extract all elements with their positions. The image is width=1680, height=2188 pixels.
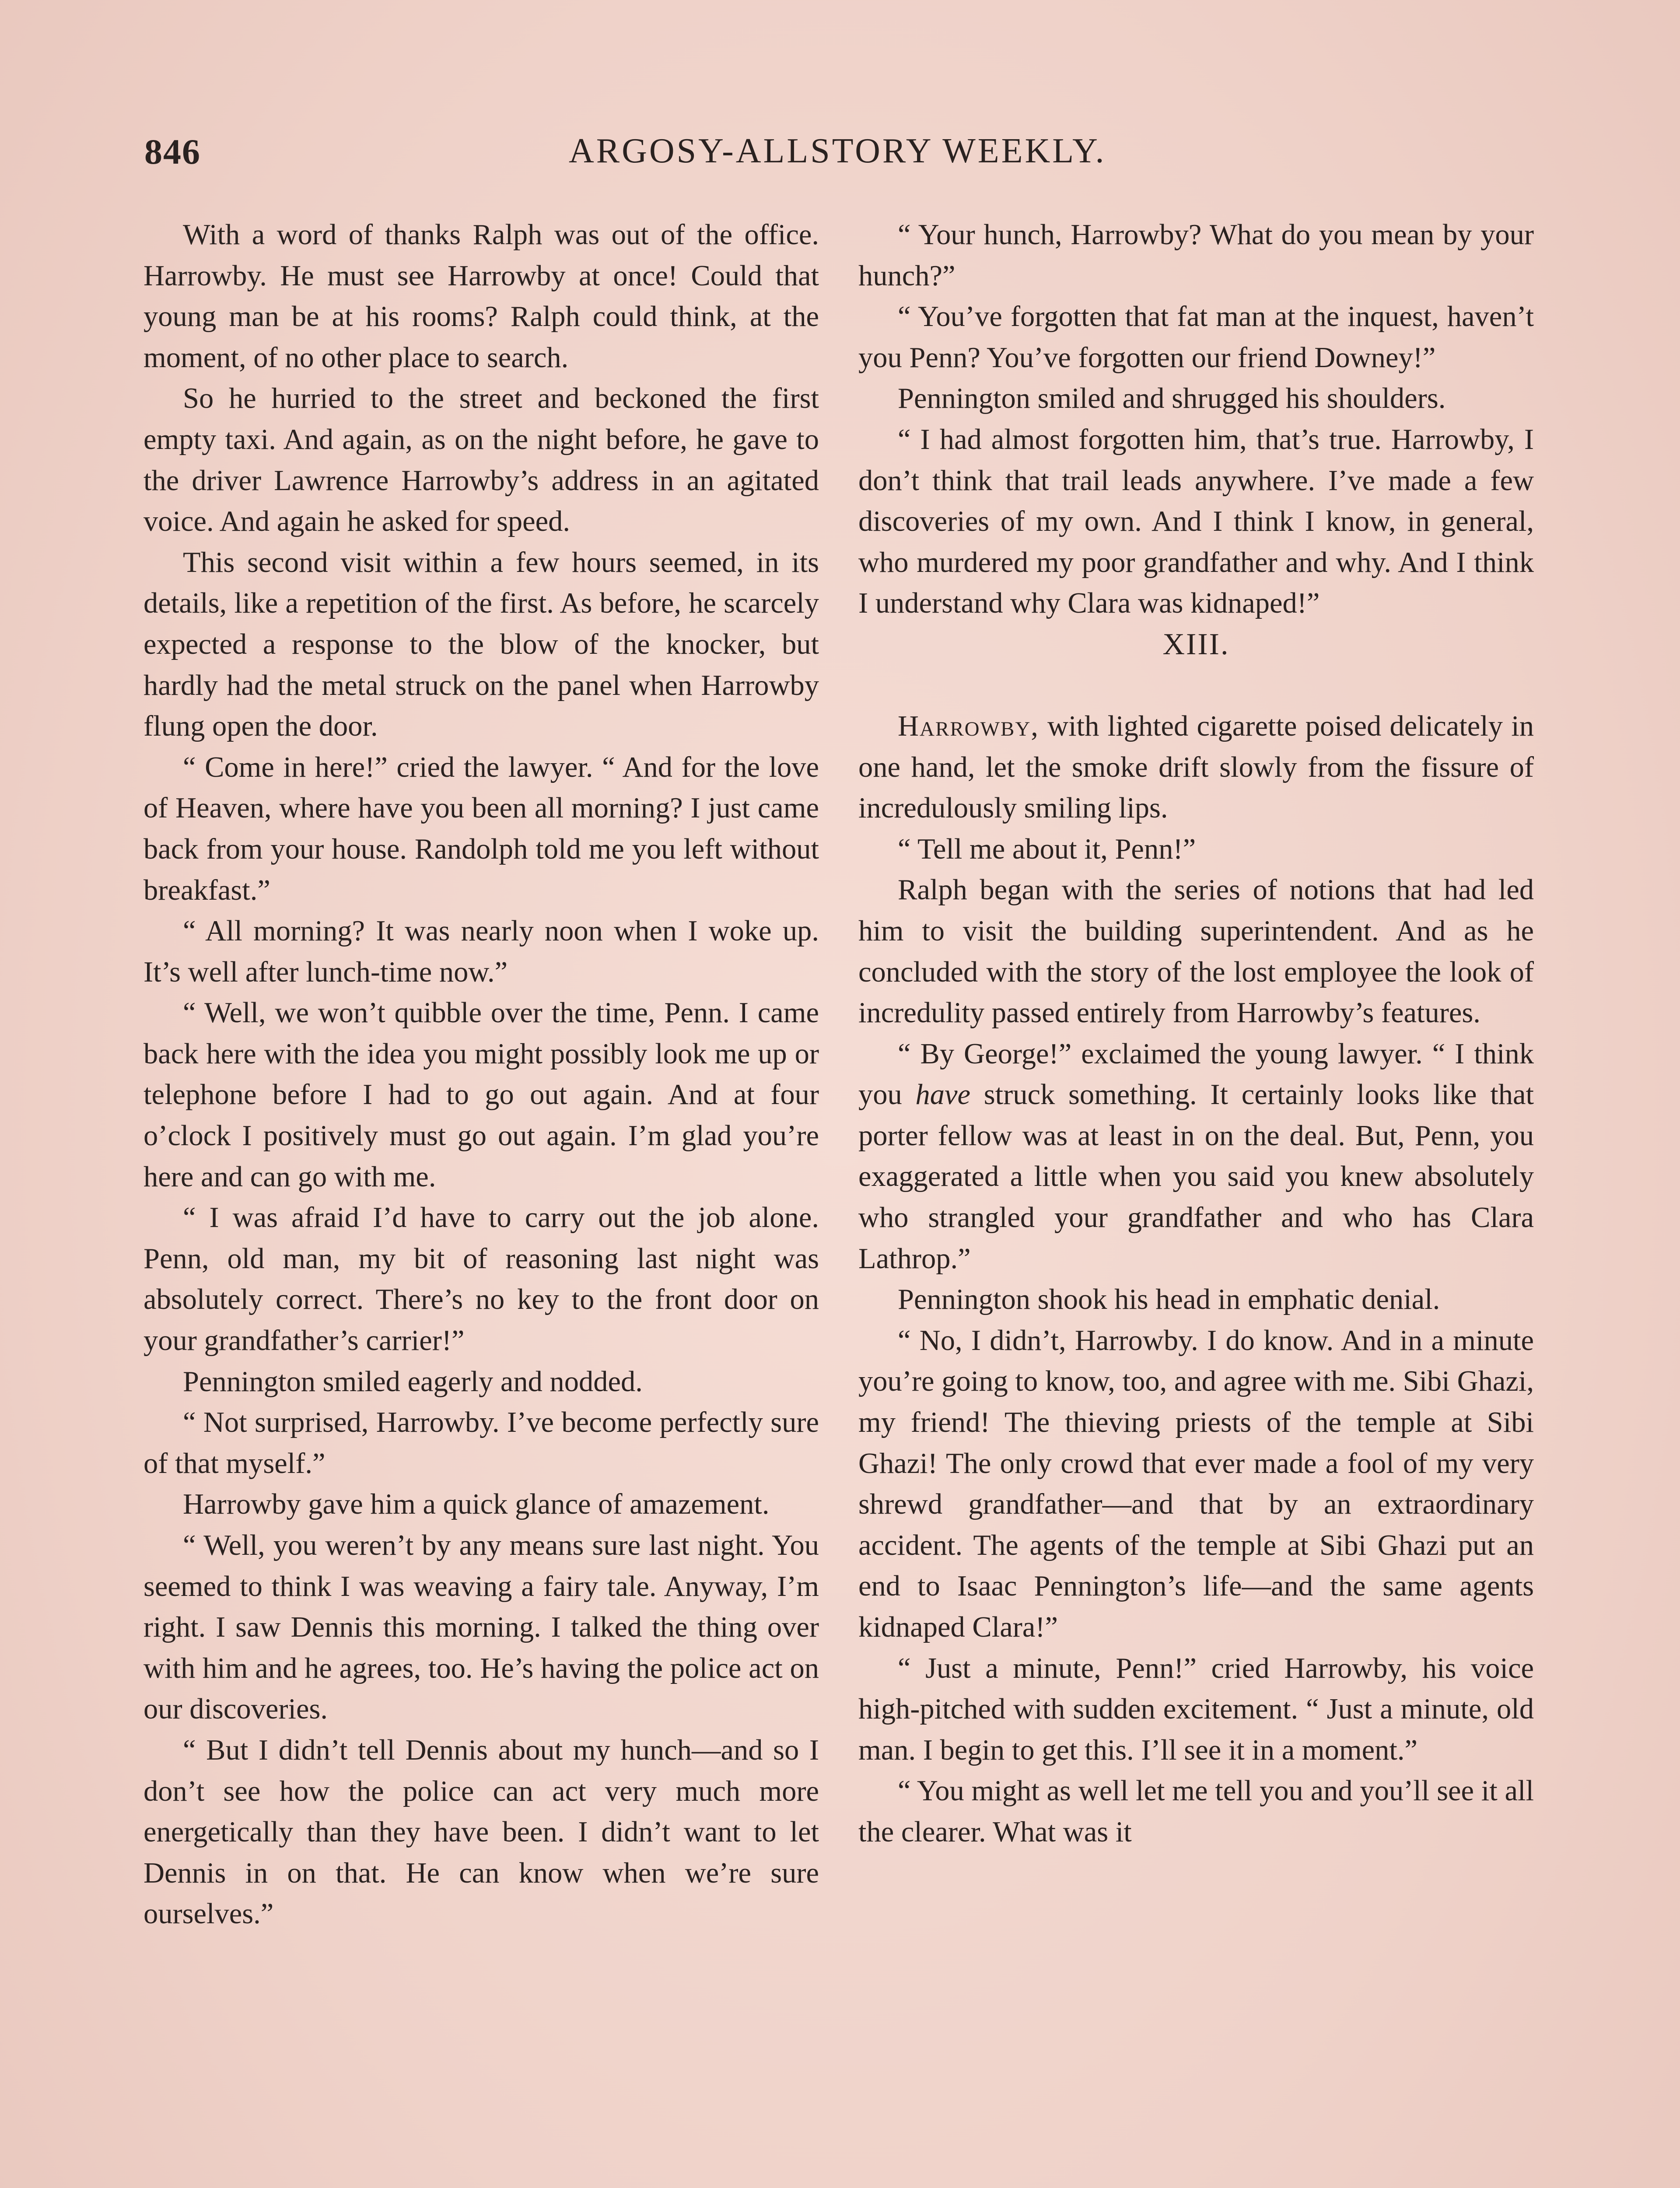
paragraph: “ You might as well let me tell you and you’ll see it all the clearer. What was it xyxy=(858,1775,1534,1848)
paragraph: This second visit within a few hours seemed, in its details, like a repetition of the first. As before, he scarcely expected a response to the blow of the knocker, but hardly had the metal struck on the panel when Harrowby flung open the door. xyxy=(144,546,819,743)
paragraph: “ All morning? It was nearly noon when I woke up. It’s well after lunch-time now.” xyxy=(144,915,819,988)
paragraph: “ Well, you weren’t by any means sure last night. You seemed to think I was weaving a fairy tale. Anyway, I’m right. I saw Dennis this morning. I talked the thing over with him and he agrees, too. He’s having the police act on our discoveries. xyxy=(144,1529,819,1725)
paragraph: So he hurried to the street and beckoned the first empty taxi. And again, as on the night before, he gave to the driver Lawrence Harrowby’s address in an agitated voice. And again he asked for speed. xyxy=(144,382,819,538)
paragraph: Pennington smiled and shrugged his shoulders. xyxy=(898,382,1446,415)
running-title: ARGOSY-ALLSTORY WEEKLY. xyxy=(569,132,1106,170)
paragraph: “ Come in here!” cried the lawyer. “ And for the love of Heaven, where have you been all morning? I just came back from your house. Randolph told me you left without breakfast.” xyxy=(144,751,819,906)
paragraph: “ But I didn’t tell Dennis about my hunch—and so I don’t see how the police can act very much more energetically than they have been. I didn’t want to let Dennis in on that. He can know when we’re sure ourselves.” xyxy=(144,1734,819,1930)
paragraph: “ Your hunch, Harrowby? What do you mean by your hunch?” xyxy=(858,219,1534,292)
paragraph: “ Well, we won’t quibble over the time, Penn. I came back here with the idea you might possibly look me up or telephone before I had to go out again. And at four o’clock I positively must go out again. I’m glad you’re here and can go with me. xyxy=(144,997,819,1193)
paragraph: “ No, I didn’t, Harrowby. I do know. And in a minute you’re going to know, too, and agree with me. Sibi Ghazi, my friend! The thieving priests of the temple at Sibi Ghazi! The only crowd that ever made a fool of my very shrewd grandfather—and that by an extraordinary accident. The agents of the temple at Sibi Ghazi put an end to Isaac Pennington’s life—and the same agents kidnaped Clara!” xyxy=(858,1324,1534,1643)
text-run: struck something. It certainly looks like that porter fellow was at least in on the deal. But, Penn, you exaggerated a little when you said you knew absolutely who strangled your grandfather and who has Clara Lathrop.” xyxy=(858,1079,1534,1275)
chapter-first-word: Harrowby, xyxy=(898,710,1039,742)
paragraph: Harrowby gave him a quick glance of amazement. xyxy=(183,1488,770,1521)
paragraph xyxy=(858,1034,1534,1280)
emphasis: have xyxy=(915,1079,971,1111)
paragraph: “ You’ve forgotten that fat man at the inquest, haven’t you Penn? You’ve forgotten our friend Downey!” xyxy=(858,301,1534,374)
chapter-heading: XIII. xyxy=(1162,627,1230,661)
paragraph: Pennington shook his head in emphatic denial. xyxy=(898,1283,1440,1316)
paragraph: Pennington smiled eagerly and nodded. xyxy=(183,1365,643,1398)
paragraph: “ Tell me about it, Penn!” xyxy=(898,833,1196,865)
paragraph: “ Just a minute, Penn!” cried Harrowby, his voice high-pitched with sudden excitement. “ Just a minute, old man. I begin to get this. I’ll see it in a moment.” xyxy=(858,1652,1534,1766)
text-run: “ By George!” exclaimed the young lawyer. “ I think you xyxy=(858,1038,1534,1111)
right-column xyxy=(858,214,1534,2188)
left-column xyxy=(144,214,819,2188)
chapter-first-rest: with lighted cigarette poised delicately in one hand, let the smoke drift slowly from the fissure of incredulously smiling lips. xyxy=(858,710,1534,824)
paragraph: “ Not surprised, Harrowby. I’ve become perfectly sure of that myself.” xyxy=(144,1406,819,1480)
chapter-opening-paragraph xyxy=(858,706,1534,829)
paragraph: With a word of thanks Ralph was out of the office. Harrowby. He must see Harrowby at once! Could that young man be at his rooms? Ralph could think, at the moment, of no other place to search. xyxy=(144,219,819,374)
page-number: 846 xyxy=(144,132,201,172)
paragraph: “ I was afraid I’d have to carry out the job alone. Penn, old man, my bit of reasoning last night was absolutely correct. There’s no key to the front door on your grandfather’s carrier!” xyxy=(144,1202,819,1357)
page-header xyxy=(144,131,1544,184)
paragraph: Ralph began with the series of notions that had led him to visit the building superintendent. And as he concluded with the story of the lost employee the look of incredulity passed entirely from Harrowby’s features. xyxy=(858,874,1534,1029)
paragraph: “ I had almost forgotten him, that’s true. Harrowby, I don’t think that trail leads anywhere. I’ve made a few discoveries of my own. And I think I know, in general, who murdered my poor grandfather and why. And I think I understand why Clara was kidnaped!” xyxy=(858,423,1534,620)
